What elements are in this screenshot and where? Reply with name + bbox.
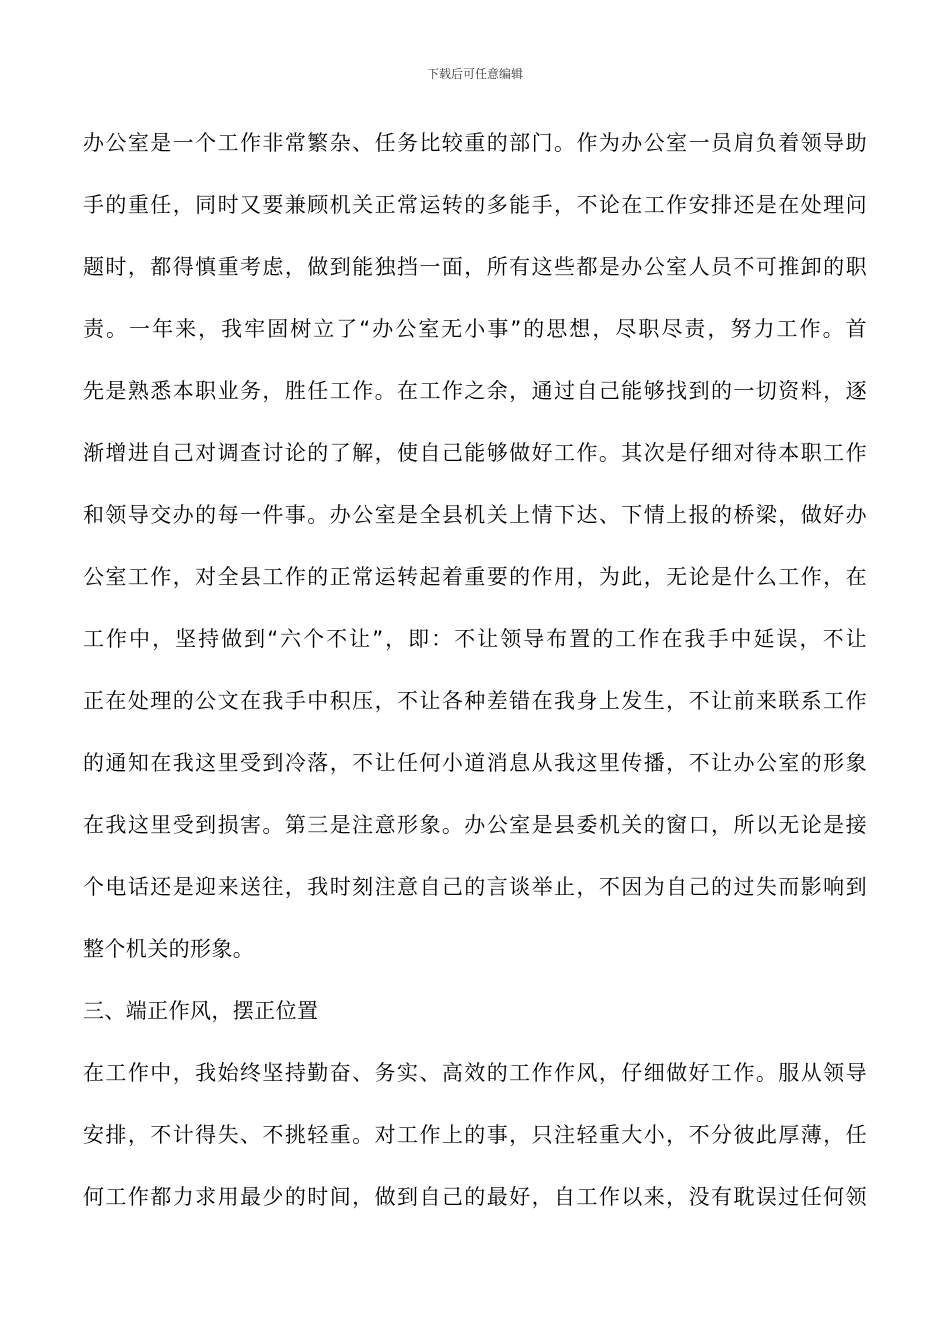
text-line: 题时，都得慎重考虑，做到能独挡一面，所有这些都是办公室人员不可推卸的职 (83, 255, 867, 279)
text-line: 整个机关的形象。 (83, 937, 255, 961)
document-body (83, 112, 867, 1228)
text-line: 正在处理的公文在我手中积压，不让各种差错在我身上发生，不让前来联系工作 (83, 689, 867, 713)
text-line: 办公室是一个工作非常繁杂、任务比较重的部门。作为办公室一员肩负着领导助 (83, 131, 867, 155)
text-line: 责。一年来，我牢固树立了“办公室无小事”的思想，尽职尽责，努力工作。首 (83, 317, 867, 341)
text-line: 公室工作，对全县工作的正常运转起着重要的作用，为此，无论是什么工作，在 (83, 565, 867, 589)
paragraph-work-style (83, 1042, 867, 1228)
text-line: 的通知在我这里受到冷落，不让任何小道消息从我这里传播，不让办公室的形象 (83, 751, 867, 775)
text-line: 安排，不计得失、不挑轻重。对工作上的事，只注轻重大小，不分彼此厚薄，任 (83, 1123, 867, 1147)
text-line: 先是熟悉本职业务，胜任工作。在工作之余，通过自己能够找到的一切资料，逐 (83, 379, 867, 403)
section-heading: 三、端正作风，摆正位置 (83, 999, 319, 1023)
text-line: 在我这里受到损害。第三是注意形象。办公室是县委机关的窗口，所以无论是接 (83, 813, 867, 837)
text-line: 手的重任，同时又要兼顾机关正常运转的多能手，不论在工作安排还是在处理问 (83, 193, 867, 217)
text-line: 和领导交办的每一件事。办公室是全县机关上情下达、下情上报的桥梁，做好办 (83, 503, 867, 527)
text-line: 何工作都力求用最少的时间，做到自己的最好，自工作以来，没有耽误过任何领 (83, 1185, 867, 1209)
page-header: 下载后可任意编辑 (426, 67, 523, 81)
paragraph-office-duties (83, 112, 867, 980)
text-line: 个电话还是迎来送往，我时刻注意自己的言谈举止，不因为自己的过失而影响到 (83, 875, 867, 899)
text-line: 渐增进自己对调查讨论的了解，使自己能够做好工作。其次是仔细对待本职工作 (83, 441, 867, 465)
text-line: 工作中，坚持做到“六个不让”，即：不让领导布置的工作在我手中延误，不让 (83, 627, 867, 651)
text-line: 在工作中，我始终坚持勤奋、务实、高效的工作作风，仔细做好工作。服从领导 (83, 1061, 867, 1085)
